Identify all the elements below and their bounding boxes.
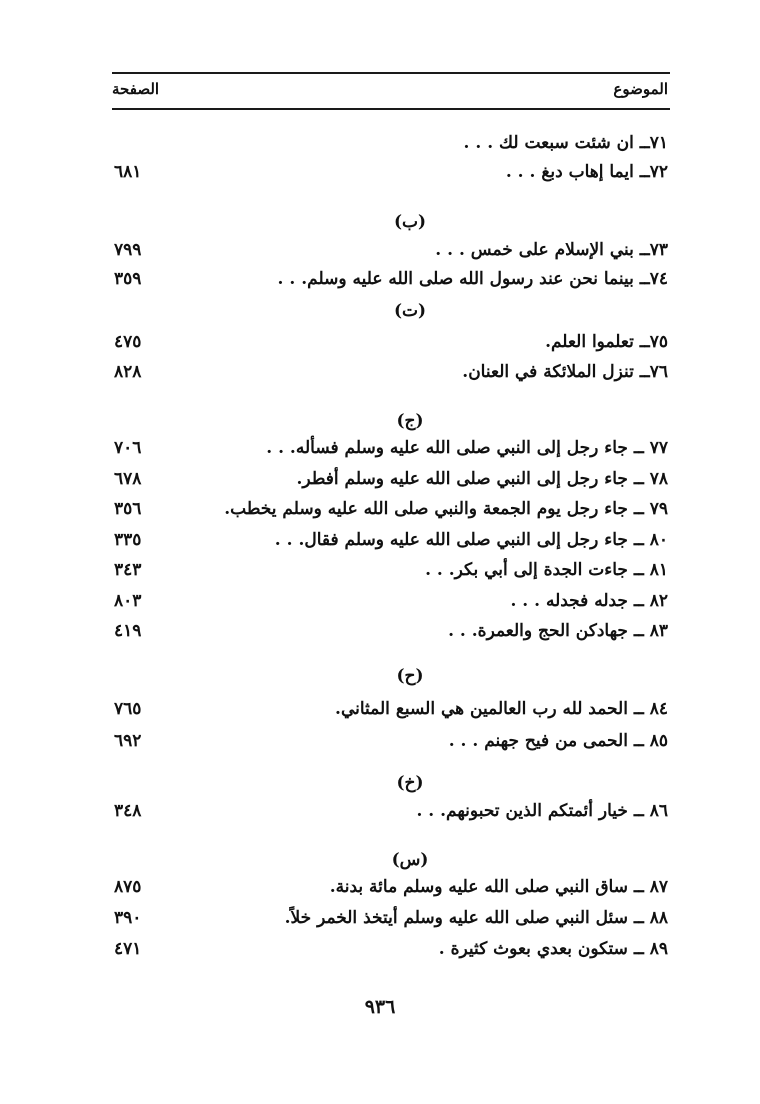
list-item (100, 525, 668, 555)
entry-page-number: ٨٧٥ (114, 877, 142, 897)
list-item (100, 694, 668, 724)
entry-page-number: ٣٥٩ (114, 269, 142, 289)
list-item (100, 264, 668, 294)
entry-text: ٧٢ــ ايما إهاب دبغ . . . (505, 162, 668, 182)
entry-text: ٧٥ــ تعلموا العلم. (545, 332, 668, 352)
header-top-rule (112, 72, 670, 74)
entry-page-number: ٨٢٨ (114, 362, 142, 382)
entry-text: ٨٢ ــ جدله فجدله . . . (510, 591, 668, 611)
section-heading: (ت) (393, 301, 427, 321)
list-item (100, 357, 668, 387)
entry-page-number: ٧٠٦ (114, 438, 142, 458)
entry-text: ٧٩ ــ جاء رجل يوم الجمعة والنبي صلى الله عليه وسلم يخطب. (224, 499, 668, 519)
entry-text: ٨٤ ــ الحمد لله رب العالمين هي السبع المثاني. (335, 699, 668, 719)
entry-text: ٨٧ ــ ساق النبي صلى الله عليه وسلم مائة بدنة. (329, 877, 668, 897)
list-item (100, 586, 668, 616)
entry-page-number: ٣٤٣ (114, 560, 142, 580)
list-item (100, 327, 668, 357)
entry-text: ٨٦ ــ خيار أئمتكم الذين تحبونهم. . . (416, 801, 668, 821)
subject-column-header: الموضوع (613, 80, 668, 98)
entry-text: ٨١ ــ جاءت الجدة إلى أبي بكر. . . (425, 560, 668, 580)
list-item (100, 872, 668, 902)
entry-page-number: ٧٩٩ (114, 240, 142, 260)
entry-text: ٧١ــ ان شئت سبعت لك . . . (463, 133, 668, 153)
list-item (100, 796, 668, 826)
entry-page-number: ٦٩٢ (114, 731, 142, 751)
section-heading: (ح) (396, 666, 424, 686)
entry-page-number: ٤٧١ (114, 939, 142, 959)
entry-text: ٨٠ ــ جاء رجل إلى النبي صلى الله عليه وسلم فقال. . . (274, 530, 668, 550)
entry-page-number: ٦٨١ (114, 162, 142, 182)
list-item (100, 157, 668, 187)
entry-text: ٧٣ــ بني الإسلام على خمس . . . (435, 240, 668, 260)
entry-text: ٧٧ ــ جاء رجل إلى النبي صلى الله عليه وسلم فسأله. . . (266, 438, 668, 458)
list-item (100, 903, 668, 933)
list-item (100, 616, 668, 646)
list-item (100, 726, 668, 756)
list-item (100, 464, 668, 494)
entry-page-number: ٣٥٦ (114, 499, 142, 519)
entry-text: ٨٥ ــ الحمى من فيح جهنم . . . (448, 731, 668, 751)
list-item (100, 433, 668, 463)
entry-text: ٨٨ ــ سئل النبي صلى الله عليه وسلم أيتخذ الخمر خلاً. (284, 908, 668, 928)
section-heading: (خ) (396, 773, 424, 793)
list-item (100, 128, 668, 158)
entry-page-number: ٧٦٥ (114, 699, 142, 719)
entry-page-number: ٤١٩ (114, 621, 142, 641)
list-item (100, 494, 668, 524)
entry-page-number: ٨٠٣ (114, 591, 142, 611)
list-item (100, 235, 668, 265)
entry-page-number: ٤٧٥ (114, 332, 142, 352)
entry-text: ٧٦ــ تنزل الملائكة في العنان. (462, 362, 668, 382)
page-number: ٩٣٦ (364, 996, 396, 1018)
section-heading: (س) (391, 850, 429, 870)
entry-text: ٨٩ ــ ستكون بعدي بعوث كثيرة . (438, 939, 668, 959)
entry-page-number: ٣٣٥ (114, 530, 142, 550)
page-column-header: الصفحة (112, 80, 160, 98)
header-bottom-rule (112, 108, 670, 110)
list-item (100, 555, 668, 585)
section-heading: (ب) (393, 212, 427, 232)
list-item (100, 934, 668, 964)
entry-text: ٨٣ ــ جهادكن الحج والعمرة. . . (448, 621, 668, 641)
entry-text: ٧٨ ــ جاء رجل إلى النبي صلى الله عليه وسلم أفطر. (296, 469, 668, 489)
entry-page-number: ٣٤٨ (114, 801, 142, 821)
entry-page-number: ٦٧٨ (114, 469, 142, 489)
entry-page-number: ٣٩٠ (114, 908, 142, 928)
section-heading: (ج) (396, 411, 424, 431)
entry-text: ٧٤ــ بينما نحن عند رسول الله صلى الله عليه وسلم. . . (277, 269, 668, 289)
